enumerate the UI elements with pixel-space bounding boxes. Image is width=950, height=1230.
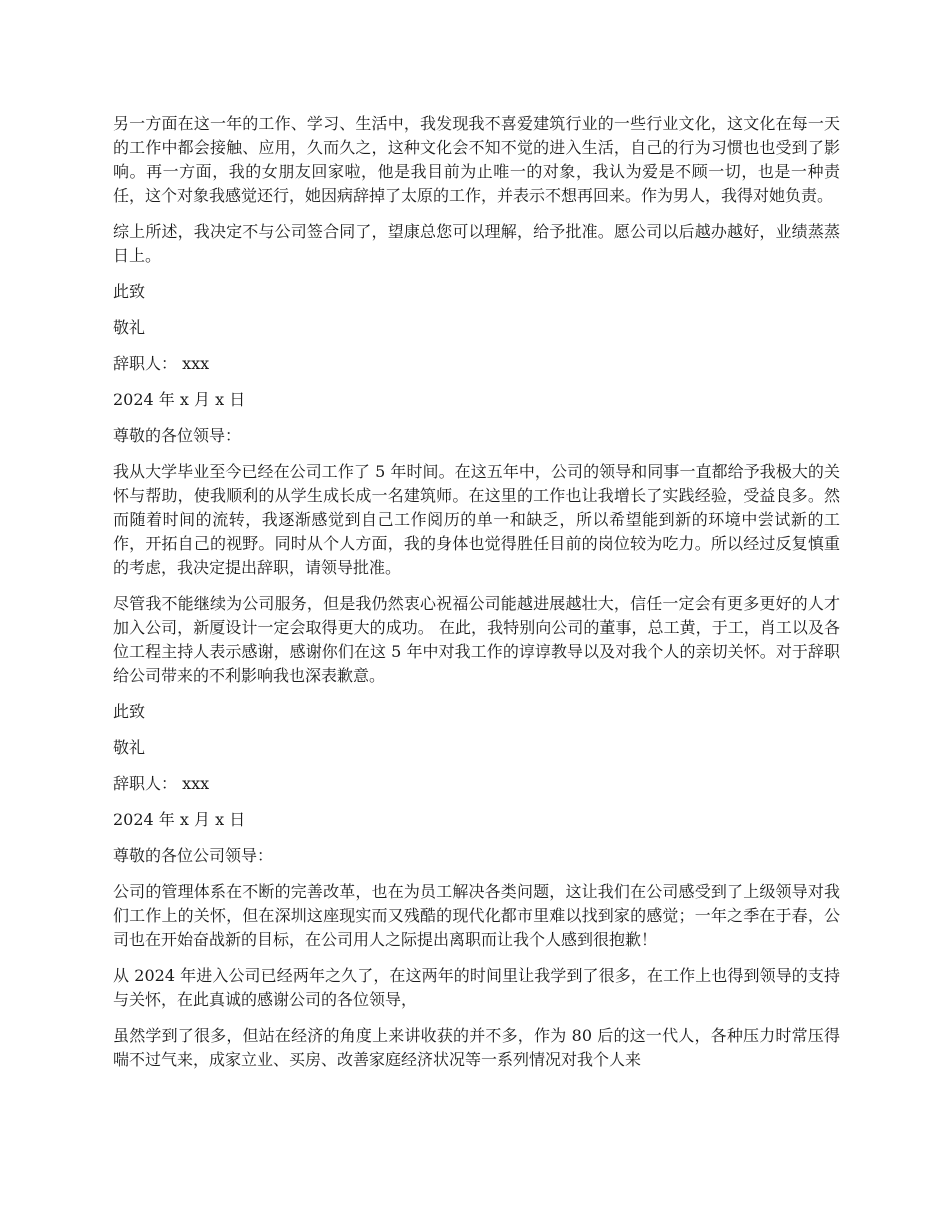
closing-respect: 敬礼 bbox=[113, 738, 146, 757]
date-line: 2024 年 x 月 x 日 bbox=[113, 810, 246, 829]
paragraph: 虽然学到了很多，但站在经济的角度上来讲收获的并不多，作为 80 后的这一代人，各种压力时常压得喘不过气来，成家立业、买房、改善家庭经济状况等一系列情况对我个人来 bbox=[113, 1026, 840, 1069]
greeting: 尊敬的各位公司领导： bbox=[113, 846, 274, 865]
paragraph: 公司的管理体系在不断的完善改革，也在为员工解决各类问题，这让我们在公司感受到了上级领导对我们工作上的关怀，但在深圳这座现实而又残酷的现代化都市里难以找到家的感觉；一年之季在于春，公司也在开始奋战新的目标，在公司用人之际提出离职而让我个人感到很抱歉！ bbox=[113, 882, 840, 949]
date-line: 2024 年 x 月 x 日 bbox=[113, 390, 246, 409]
greeting: 尊敬的各位领导： bbox=[113, 426, 242, 445]
closing-respect: 敬礼 bbox=[113, 318, 146, 337]
closing-salutation: 此致 bbox=[113, 282, 146, 301]
paragraph: 从 2024 年进入公司已经两年之久了，在这两年的时间里让我学到了很多，在工作上也得到领导的支持与关怀，在此真诚的感谢公司的各位领导， bbox=[113, 966, 840, 1009]
signature-line: 辞职人： xxx bbox=[113, 354, 210, 373]
paragraph: 我从大学毕业至今已经在公司工作了 5 年时间。在这五年中，公司的领导和同事一直都给予我极大的关怀与帮助，使我顺利的从学生成长成一名建筑师。在这里的工作也让我增长了实践经验，受益良多。然而随着时间的流转，我逐渐感觉到自己工作阅历的单一和缺乏，所以希望能到新的环境中尝试新的工作，开拓自己的视野。同时从个人方面，我的身体也觉得胜任目前的岗位较为吃力。所以经过反复慎重的考虑，我决定提出辞职，请领导批准。 bbox=[113, 462, 840, 577]
paragraph: 尽管我不能继续为公司服务，但是我仍然衷心祝福公司能越进展越壮大，信任一定会有更多更好的人才加入公司，新厦设计一定会取得更大的成功。 在此，我特别向公司的董事，总工黄，于工，肖工以及各位工程主持人表示感谢，感谢你们在这 5 年中对我工作的谆谆教导以及对我个人的亲切关怀。对于辞职给公司带来的不利影响我也深表歉意。 bbox=[113, 594, 840, 685]
document-page bbox=[113, 112, 840, 1084]
signature-line: 辞职人： xxx bbox=[113, 774, 210, 793]
paragraph: 另一方面在这一年的工作、学习、生活中，我发现我不喜爱建筑行业的一些行业文化，这文化在每一天的工作中都会接触、应用，久而久之，这种文化会不知不觉的进入生活，自己的行为习惯也也受到了影响。再一方面，我的女朋友回家啦，他是我目前为止唯一的对象，我认为爱是不顾一切，也是一种责任，这个对象我感觉还行，她因病辞掉了太原的工作，并表示不想再回来。作为男人，我得对她负责。 bbox=[113, 114, 840, 205]
paragraph: 综上所述，我决定不与公司签合同了，望康总您可以理解，给予批准。愿公司以后越办越好，业绩蒸蒸日上。 bbox=[113, 222, 840, 265]
closing-salutation: 此致 bbox=[113, 702, 146, 721]
